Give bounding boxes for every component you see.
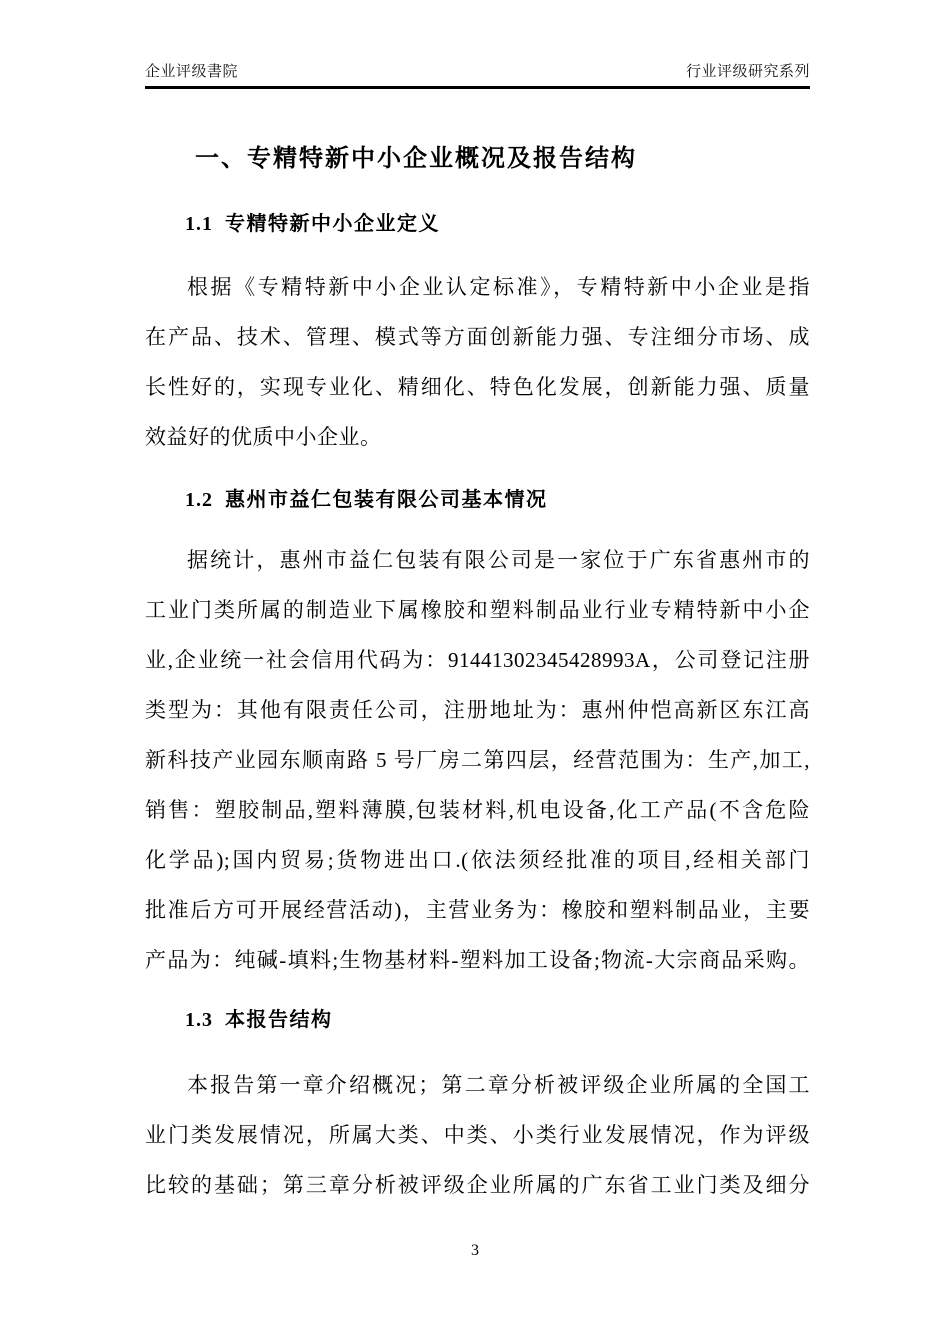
paragraph-report-structure [145,1060,810,1210]
body-text-line: 新科技产业园东顺南路 5 号厂房二第四层，经营范围为：生产,加工, [145,748,810,772]
page-header [145,60,810,89]
chapter-title: 一、专精特新中小企业概况及报告结构 [195,145,637,172]
page-number: 3 [471,1242,479,1259]
header-right-text: 行业评级研究系列 [685,63,810,80]
section-number: 1.1 [185,213,213,235]
body-text-line: 类型为：其他有限责任公司，注册地址为：惠州仲恺高新区东江高 [145,698,810,722]
body-text-line: 比较的基础；第三章分析被评级企业所属的广东省工业门类及细分 [145,1173,810,1197]
body-text-line: 批准后方可开展经营活动)，主营业务为：橡胶和塑料制品业，主要 [145,898,810,922]
section-heading-1-3 [145,1005,810,1035]
body-text-line: 据统计，惠州市益仁包装有限公司是一家位于广东省惠州市的 [187,548,810,572]
paragraph-definition [145,262,810,462]
section-number: 1.3 [185,1009,213,1031]
section-heading-text: 本报告结构 [225,1009,333,1031]
body-text-line: 业,企业统一社会信用代码为：91441302345428993A，公司登记注册 [145,648,810,672]
body-text-line: 根据《专精特新中小企业认定标准》，专精特新中小企业是指 [187,275,810,299]
body-text-line: 长性好的，实现专业化、精细化、特色化发展，创新能力强、质量 [145,375,810,399]
body-text-line: 工业门类所属的制造业下属橡胶和塑料制品业行业专精特新中小企 [145,598,810,622]
body-text-line: 效益好的优质中小企业。 [145,425,382,449]
body-text-line: 销售：塑胶制品,塑料薄膜,包装材料,机电设备,化工产品(不含危险 [145,798,810,822]
paragraph-company-basic-info [145,535,810,985]
header-left-text: 企业评级書院 [145,63,239,80]
body-text-line: 产品为：纯碱-填料;生物基材料-塑料加工设备;物流-大宗商品采购。 [145,948,810,972]
body-text-line: 本报告第一章介绍概况；第二章分析被评级企业所属的全国工 [187,1073,810,1097]
section-heading-1-1 [145,209,810,239]
section-number: 1.2 [185,489,213,511]
body-text-line: 化学品);国内贸易;货物进出口.(依法须经批准的项目,经相关部门 [145,848,810,872]
body-text-line: 业门类发展情况，所属大类、中类、小类行业发展情况，作为评级 [145,1123,810,1147]
section-heading-1-2 [145,485,810,515]
section-heading-text: 专精特新中小企业定义 [225,213,440,235]
section-heading-text: 惠州市益仁包装有限公司基本情况 [225,489,548,511]
body-text-line: 在产品、技术、管理、模式等方面创新能力强、专注细分市场、成 [145,325,810,349]
